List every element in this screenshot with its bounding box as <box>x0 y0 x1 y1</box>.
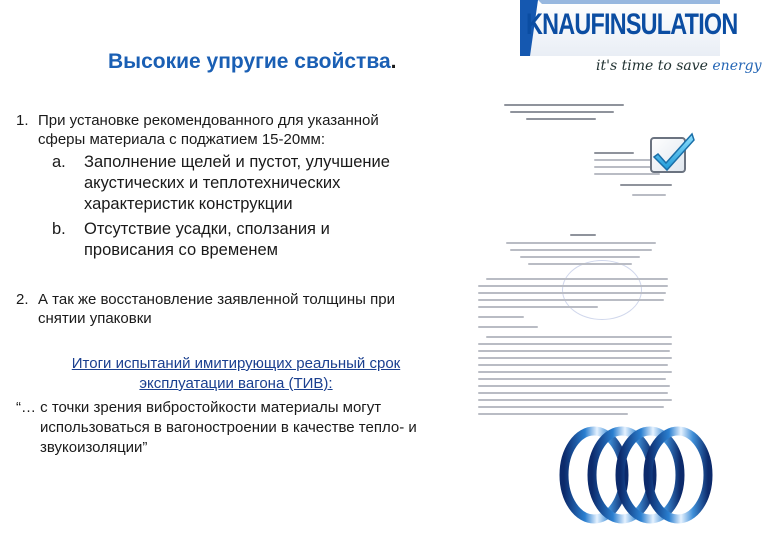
logo-word-knauf: KNAUF <box>526 8 604 41</box>
list-item-2-line-2: снятии упаковки <box>38 310 152 327</box>
checkbox-checked-icon <box>648 130 696 178</box>
sub-item-a-line-1: Заполнение щелей и пустот, улучшение <box>84 153 390 171</box>
sub-item-a-line-3: характеристик конструкции <box>84 195 293 213</box>
test-results-link-line-1[interactable]: Итоги испытаний имитирующих реальный срок <box>71 355 401 372</box>
slide-title <box>108 50 396 74</box>
list-item-2-line-1: А так же восстановление заявленной толщины при <box>38 291 395 308</box>
list-item-1-line-1: При установке рекомендованного для указанной <box>38 112 379 129</box>
quote-line-1: “… с точки зрения вибростойкости материалы могут <box>16 399 382 416</box>
knauf-insulation-logo <box>520 0 762 80</box>
logo-tagline <box>596 58 762 74</box>
sub-item-b-line-2: провисания со временем <box>84 241 279 259</box>
quote-line-3: звукоизоляции” <box>40 439 148 456</box>
title-text: Высокие упругие свойства <box>108 50 391 73</box>
title-dot: . <box>390 50 397 73</box>
tagline-accent: energy <box>712 58 762 74</box>
document-stamp <box>562 260 642 320</box>
logo-word-insulation: INSULATION <box>604 8 738 41</box>
spring-coil-image <box>560 415 718 533</box>
list-item-1-line-2: сферы материала с поджатием 15-20мм: <box>38 131 325 148</box>
list-number-2: 2. <box>16 291 29 308</box>
sub-item-a-line-2: акустических и теплотехнических <box>84 174 341 192</box>
sub-label-a: a. <box>52 153 66 171</box>
test-results-link-line-2[interactable]: эксплуатации вагона (ТИВ): <box>139 375 333 392</box>
list-number-1: 1. <box>16 112 29 129</box>
sub-label-b: b. <box>52 220 66 238</box>
quote-line-2: использоваться в вагоностроении в качестве тепло- и <box>40 419 417 436</box>
sub-item-b-line-1: Отсутствие усадки, сползания и <box>84 220 330 238</box>
tagline-prefix: it's time to save <box>596 58 713 74</box>
